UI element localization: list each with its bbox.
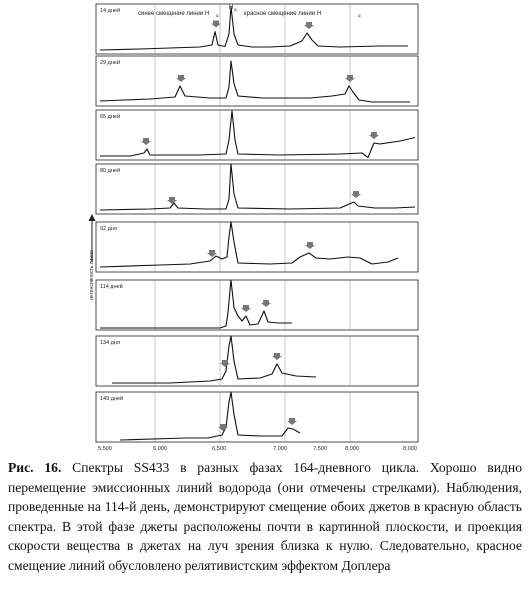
caption-label: Рис. 16. [8, 460, 62, 475]
x-tick-label: 7,500 [313, 446, 327, 452]
panel-label: 29 дней [100, 60, 121, 66]
x-tick-label: 5,500 [98, 446, 112, 452]
panel-label: 65 дней [100, 114, 121, 120]
panel-frame [96, 392, 418, 442]
x-tick-label: 8,000 [345, 446, 359, 452]
panel-label: 80 дней [100, 168, 121, 174]
y-axis-label: интенсивность линии [89, 250, 95, 300]
panel-label: 92 дня [100, 226, 117, 232]
red-shift-sub: α [358, 13, 361, 18]
x-tick-label: 6,500 [212, 446, 226, 452]
red-shift-label: красное смещение линии H [244, 11, 322, 17]
panel-frame [96, 280, 418, 330]
panel-label: 14 дней [100, 8, 121, 14]
x-tick-label: 7,000 [273, 446, 287, 452]
x-axis-ticks [98, 446, 417, 452]
x-tick-label: 6,000 [153, 446, 167, 452]
figure-caption [8, 458, 522, 576]
panel-label: 149 дней [100, 396, 124, 402]
x-tick-label: 8,000 [403, 446, 417, 452]
panel-frame [96, 164, 418, 214]
h-alpha-sub: α [234, 7, 237, 12]
panel-label: 114 дней [100, 284, 123, 290]
blue-shift-label: синее смещение линии H [138, 11, 210, 17]
panel-frame [96, 222, 418, 272]
y-axis-arrowhead [89, 214, 96, 221]
h-alpha-label: H [229, 5, 234, 11]
blue-shift-sub: α [216, 13, 219, 18]
figure-grid [96, 4, 418, 442]
caption-text: Спектры SS433 в разных фазах 164-дневного цикла. Хорошо видно перемещение эмиссионных линий водорода (они отмечены стрелками). Наблюдения, проведенные на 114-й день, демонстрируют смещение обоих джетов в красную область спектра. В этой фазе джеты расположены почти в картинной плоскости, и проекция скорости вещества в джетах на луч зрения близка к нулю. Следовательно, красное смещение линий обусловлено релятивистским эффектом Доплера [8, 460, 522, 573]
panel-frame [96, 56, 418, 106]
panel-label: 134 дня [100, 340, 120, 346]
